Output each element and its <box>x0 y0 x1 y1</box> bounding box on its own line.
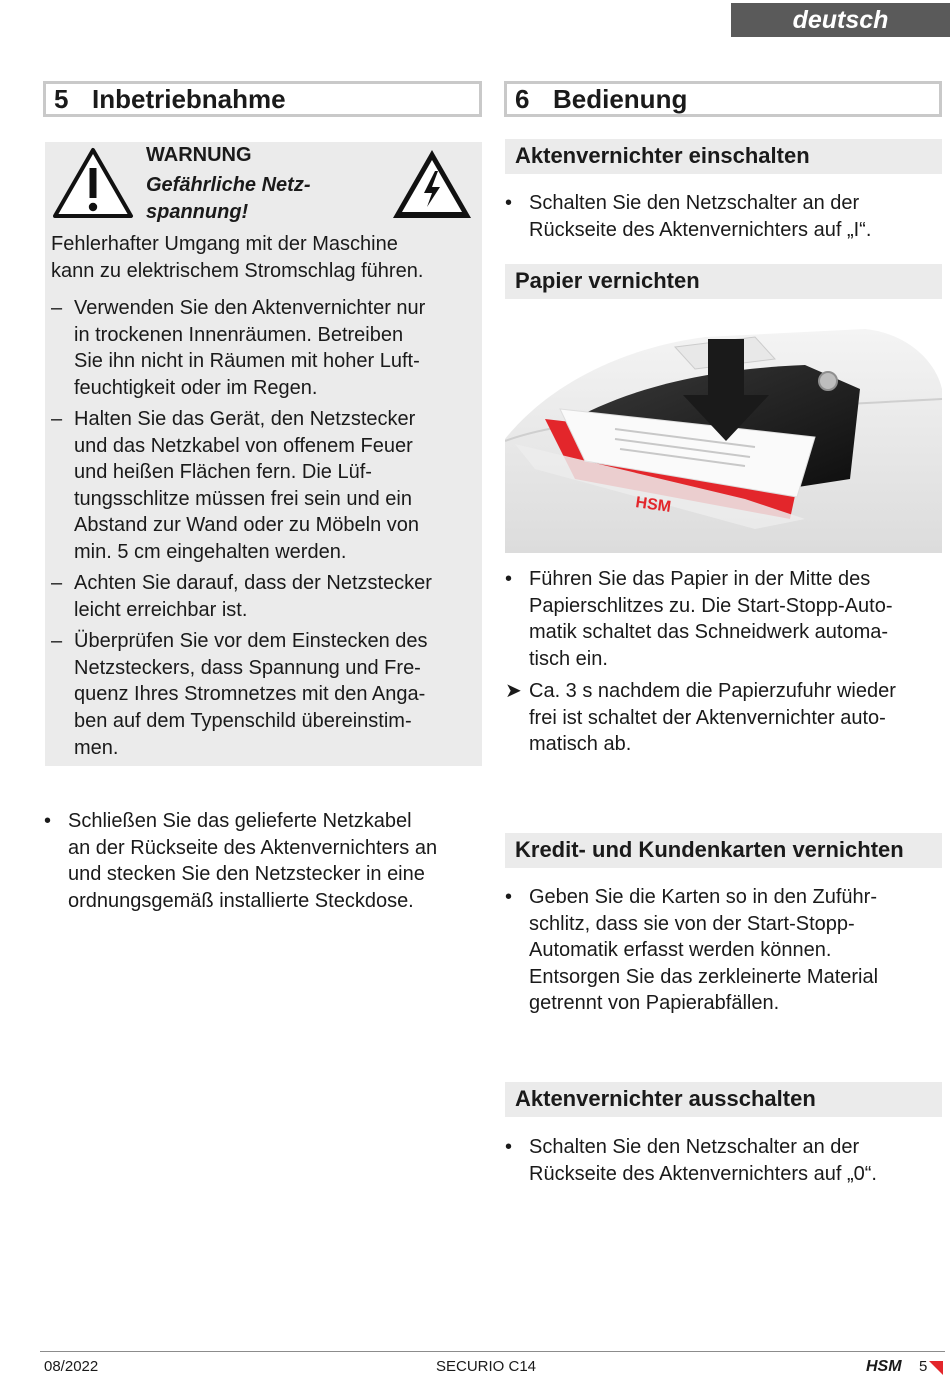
warning-heading: WARNUNG <box>146 144 252 166</box>
footer-page-number: 5 <box>919 1358 928 1375</box>
bullet-line: Automatik erfasst werden können. <box>529 939 832 962</box>
subheading-switch-on: Aktenvernichter einschalten <box>505 139 942 174</box>
subheading-cards: Kredit- und Kundenkarten vernichten <box>505 833 942 868</box>
shredder-illustration <box>505 329 942 553</box>
list-line: Sie ihn nicht in Räumen mit hoher Luft- <box>74 350 420 373</box>
bullet-marker: • <box>505 568 513 590</box>
bullet-marker: • <box>505 1136 513 1158</box>
section-number: 5 <box>54 84 69 114</box>
warning-box <box>45 142 482 766</box>
bullet-line: ordnungsgemäß installierte Steckdose. <box>68 889 414 912</box>
bullet-text <box>529 884 878 1017</box>
page-corner-icon <box>929 1361 943 1375</box>
subheading-shred-paper: Papier vernichten <box>505 264 942 299</box>
dash-marker: – <box>51 408 63 431</box>
list-line: Verwenden Sie den Aktenvernichter nur <box>74 297 426 319</box>
dash-marker: – <box>51 572 63 595</box>
list-line: min. 5 cm eingehalten werden. <box>74 541 347 564</box>
list-line: in trockenen Innenräumen. Betreiben <box>74 323 404 346</box>
section-number: 6 <box>515 84 530 114</box>
bullet-line: Schalten Sie den Netzschalter an der <box>529 192 860 214</box>
list-line: leicht erreichbar ist. <box>74 598 248 621</box>
bullet-line: matik schaltet das Schneidwerk automa- <box>529 621 889 644</box>
section-title-bedienung <box>504 81 942 117</box>
footer-model: SECURIO C14 <box>436 1358 537 1375</box>
result-line: frei ist schaltet der Aktenvernichter auto- <box>529 706 886 729</box>
warning-intro <box>51 231 476 284</box>
result-line: Ca. 3 s nachdem die Papierzufuhr wieder <box>529 680 896 702</box>
warning-list-item <box>51 570 479 623</box>
arrow-marker-icon: ➤ <box>505 680 522 702</box>
bullet-line: tisch ein. <box>529 647 608 670</box>
bullet-line: Schalten Sie den Netzschalter an der <box>529 1136 860 1158</box>
bullet-line: und stecken Sie den Netzstecker in eine <box>68 863 425 886</box>
bullet-line: Führen Sie das Papier in der Mitte des <box>529 568 871 590</box>
list-line: Abstand zur Wand oder zu Möbeln von <box>74 514 420 537</box>
dash-marker: – <box>51 630 63 653</box>
list-line: Halten Sie das Gerät, den Netzstecker <box>74 408 416 431</box>
list-line: tungsschlitze müssen frei sein und ein <box>74 487 412 510</box>
warning-subheading-line: spannung! <box>146 201 249 223</box>
list-line: ben auf dem Typenschild übereinstim- <box>74 709 412 732</box>
footer-divider <box>40 1351 945 1352</box>
bullet-line: Schließen Sie das gelieferte Netzkabel <box>68 810 412 832</box>
footer-date: 08/2022 <box>44 1358 99 1375</box>
list-line: und das Netzkabel von offenem Feuer <box>74 434 413 457</box>
bullet-marker: • <box>505 192 513 214</box>
bullet-line: Papierschlitzes zu. Die Start-Stopp-Auto- <box>529 594 893 617</box>
bullet-text <box>529 1134 877 1187</box>
warning-list <box>51 295 479 766</box>
list-line: Achten Sie darauf, dass der Netzstecker <box>74 572 432 595</box>
bullet-marker: • <box>505 886 513 908</box>
bullet-text <box>529 566 893 672</box>
bullet-marker: • <box>44 810 52 832</box>
section-title-text: Inbetriebnahme <box>92 84 286 114</box>
bullet-line: Rückseite des Aktenvernichters auf „0“. <box>529 1162 877 1185</box>
section-title-text: Bedienung <box>553 84 688 114</box>
section-title-inbetriebnahme <box>43 81 482 117</box>
warning-subheading <box>146 172 346 226</box>
list-line: quenz Ihres Stromnetzes mit den Anga- <box>74 683 426 706</box>
warning-list-item <box>51 295 479 401</box>
warning-list-item <box>51 406 479 566</box>
bullet-line: an der Rückseite des Aktenvernichters an <box>68 836 438 859</box>
shredder-photo <box>505 329 942 553</box>
bullet-text <box>529 190 871 243</box>
list-line: men. <box>74 736 119 759</box>
language-tab: deutsch <box>731 3 950 37</box>
bullet-line: Rückseite des Aktenvernichters auf „I“. <box>529 218 872 241</box>
warning-intro-line: kann zu elektrischem Stromschlag führen. <box>51 259 424 282</box>
dash-marker: – <box>51 297 63 319</box>
list-line: und heißen Flächen fern. Die Lüf- <box>74 461 372 484</box>
warning-triangle-icon <box>51 146 135 220</box>
bullet-line: Entsorgen Sie das zerkleinerte Material <box>529 965 879 988</box>
list-line: Netzsteckers, dass Spannung und Fre- <box>74 656 421 679</box>
bullet-line: getrennt von Papierabfällen. <box>529 992 780 1015</box>
list-line: feuchtigkeit oder im Regen. <box>74 376 318 399</box>
photo-brand-label: HSM <box>634 494 673 516</box>
warning-list-item <box>51 628 479 761</box>
bullet-line: Geben Sie die Karten so in den Zuführ- <box>529 886 877 908</box>
result-line: matisch ab. <box>529 733 632 756</box>
footer-brand-logo: HSM <box>866 1358 902 1375</box>
warning-intro-line: Fehlerhafter Umgang mit der Maschine <box>51 233 398 255</box>
list-line: Überprüfen Sie vor dem Einstecken des <box>74 630 428 653</box>
bullet-text <box>68 808 437 914</box>
subheading-switch-off: Aktenvernichter ausschalten <box>505 1082 942 1117</box>
high-voltage-icon <box>390 147 474 221</box>
bullet-line: schlitz, dass sie von der Start-Stopp- <box>529 912 855 935</box>
warning-subheading-line: Gefährliche Netz- <box>146 174 311 196</box>
result-text <box>529 678 896 758</box>
